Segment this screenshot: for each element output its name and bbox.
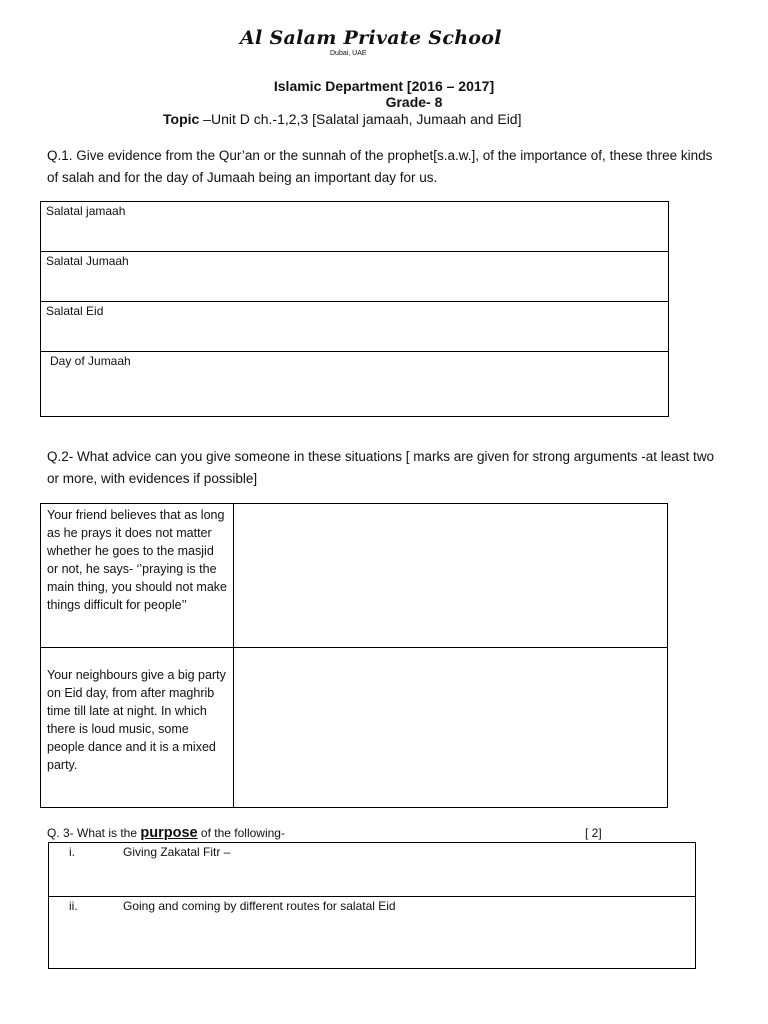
- q1-row-label[interactable]: Salatal Eid: [41, 302, 669, 352]
- q1-row-label[interactable]: Day of Jumaah: [41, 352, 669, 417]
- question-2-table: [40, 503, 668, 808]
- q3-item[interactable]: [49, 843, 696, 897]
- topic-line: [163, 111, 521, 127]
- q3-purpose: purpose: [140, 825, 198, 841]
- grade-title: Grade- 8: [385, 94, 443, 110]
- q3-item-number: ii.: [69, 899, 78, 913]
- topic-text: –Unit D ch.-1,2,3 [Salatal jamaah, Jumaah and Eid]: [199, 111, 522, 127]
- q3-item-text: Going and coming by different routes for salatal Eid: [123, 899, 396, 913]
- topic-label: Topic: [163, 111, 200, 127]
- q3-item[interactable]: [49, 897, 696, 969]
- q3-marks: [ 2]: [585, 826, 602, 840]
- question-3: [47, 822, 727, 844]
- school-location: Dubai, UAE: [330, 50, 367, 57]
- question-3-table: [48, 842, 696, 969]
- question-1-table: [40, 201, 669, 417]
- department-title: Islamic Department [2016 – 2017]: [273, 78, 495, 94]
- q1-row-label[interactable]: Salatal jamaah: [41, 202, 669, 252]
- q3-item-number: i.: [69, 845, 75, 859]
- school-name: Al Salam Private School: [240, 27, 502, 49]
- q2-situation: Your friend believes that as long as he prays it does not matter whether he goes to the masjid or not, he says- ‘’praying is the main thing, you should not make things difficult for people’’: [41, 504, 234, 648]
- q3-prefix: Q. 3- What is the: [47, 826, 141, 840]
- q3-suffix: of the following-: [197, 826, 285, 840]
- q2-answer-cell[interactable]: [234, 504, 668, 648]
- question-1: Q.1. Give evidence from the Qur’an or the sunnah of the prophet[s.a.w.], of the importance of, these three kinds of salah and for the day of Jumaah being an important day for us.: [47, 148, 713, 185]
- question-2: Q.2- What advice can you give someone in these situations [ marks are given for strong arguments -at least two or more, with evidences if possible]: [47, 449, 715, 486]
- q2-situation: Your neighbours give a big party on Eid day, from after maghrib time till late at night. In which there is loud music, some people dance and it is a mixed party.: [41, 648, 234, 808]
- q3-item-text: Giving Zakatal Fitr –: [123, 845, 231, 859]
- q1-row-label[interactable]: Salatal Jumaah: [41, 252, 669, 302]
- q2-answer-cell[interactable]: [234, 648, 668, 808]
